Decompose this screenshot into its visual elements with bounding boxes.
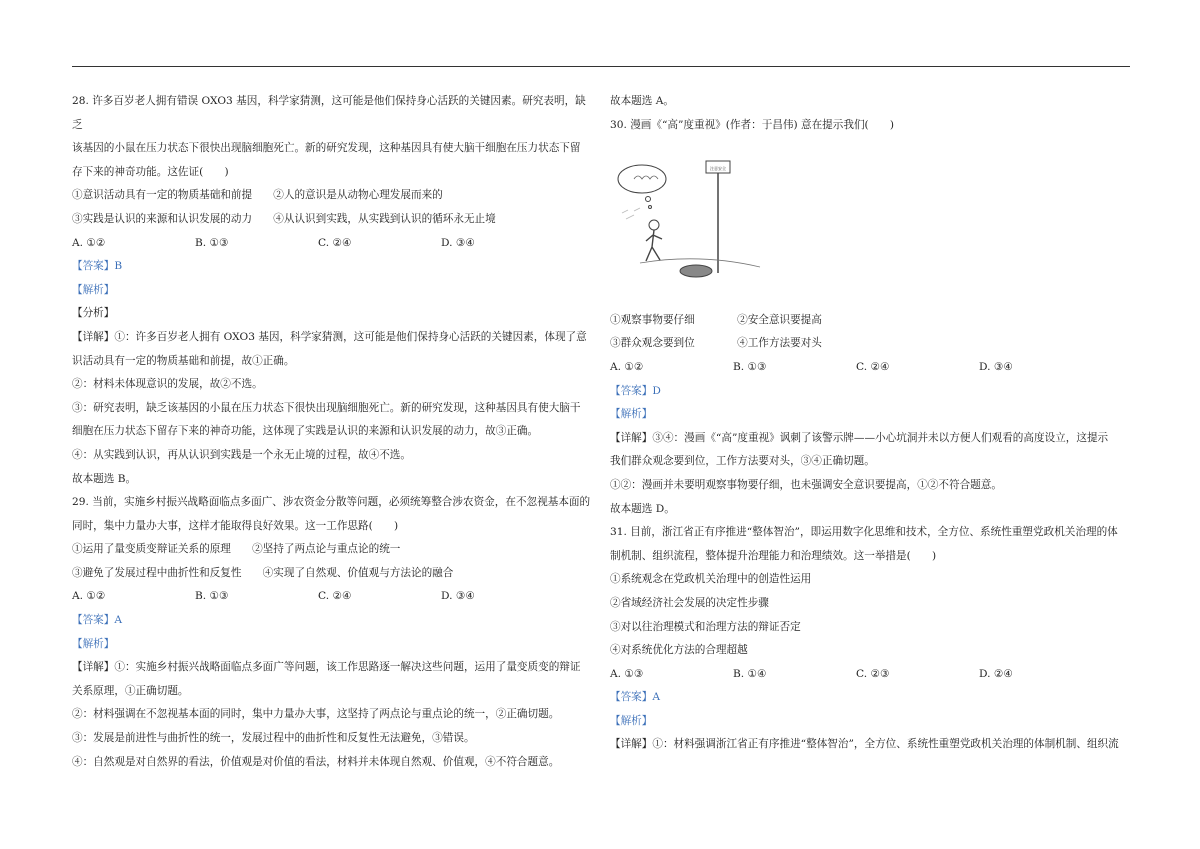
q29-expl-line: ③：发展是前进性与曲折性的统一，发展过程中的曲折性和反复性无法避免，③错误。: [72, 732, 475, 745]
q28-statements-2: ③实践是认识的来源和认识发展的动力 ④从认识到实践，从实践到认识的循环永无止境: [72, 212, 496, 225]
option-a: A. ①②: [72, 236, 106, 249]
q30-statements-1: ①观察事物要仔细 ②安全意识要提高: [610, 313, 822, 326]
q31-analysis-label: 【解析】: [610, 714, 653, 727]
q29-analysis-label: 【解析】: [72, 637, 115, 650]
left-column: [72, 90, 592, 774]
q29-statements-2: ③避免了发展过程中曲折性和反复性 ④实现了自然观、价值观与方法论的融合: [72, 566, 454, 579]
q29-expl-line: 关系原理，①正确切题。: [72, 684, 189, 697]
option-b: B. ①③: [195, 590, 229, 603]
q31-options: [610, 663, 1130, 687]
q28-expl-line: 细胞在压力状态下留存下来的神奇功能，这体现了实践是认识的来源和认识发展的动力，故③正确。: [72, 425, 539, 438]
q29-options: [72, 585, 592, 609]
option-b: B. ①④: [733, 667, 767, 680]
option-c: C. ②④: [318, 590, 352, 603]
option-b: B. ①③: [733, 360, 767, 373]
q28-expl-line: 识活动具有一定的物质基础和前提，故①正确。: [72, 354, 295, 367]
q29-statements-1: ①运用了量变质变辩证关系的原理 ②坚持了两点论与重点论的统一: [72, 543, 401, 556]
q30-answer: 【答案】D: [610, 384, 661, 397]
q31-item: ①系统观念在党政机关治理中的创造性运用: [610, 573, 812, 586]
question-30: [610, 114, 1130, 522]
q31-stem-line: 31. 目前，浙江省正有序推进“整体智治”，即运用数字化思维和技术，全方位、系统性重塑党政机关治理的体: [610, 526, 1118, 539]
q28-expl-line: ③：研究表明，缺乏该基因的小鼠在压力状态下很快出现脑细胞死亡。新的研究发现，这种基因具有使大脑干: [72, 401, 581, 414]
q28-expl-line: 【详解】①：许多百岁老人拥有 OXO3 基因，科学家猜测，这可能是他们保持身心活跃的关键因素，体现了意: [72, 330, 587, 343]
q28-stem-line: 28. 许多百岁老人拥有错误 OXO3 基因，科学家猜测，这可能是他们保持身心活跃的关键因素。研究表明，缺乏: [72, 95, 586, 131]
q28-expl-line: ④：从实践到认识，再从认识到实践是一个永无止境的过程，故④不选。: [72, 448, 411, 461]
q31-item: ②省域经济社会发展的决定性步骤: [610, 596, 769, 609]
q30-stem: 30. 漫画《“高”度重视》(作者：于昌伟) 意在提示我们( ): [610, 118, 895, 131]
q29-stem-line: 29. 当前，实施乡村振兴战略面临点多面广、涉农资金分散等问题，必须统筹整合涉农资金，在不忽视基本面的: [72, 496, 591, 509]
q30-statements-2: ③群众观念要到位 ④工作方法要对头: [610, 337, 822, 350]
q31-stem-line: 制机制、组织流程，整体提升治理能力和治理绩效。这一举措是( ): [610, 549, 937, 562]
q28-analysis-label: 【解析】: [72, 283, 115, 296]
q29-expl-line: ④：自然观是对自然界的看法，价值观是对价值的看法，材料并未体现自然观、价值观，④不符合题意。: [72, 755, 560, 768]
q28-expl-line: 故本题选 B。: [72, 472, 137, 485]
q28-stem-line: 存下来的神奇功能。这佐证( ): [72, 165, 229, 178]
question-31: [610, 521, 1130, 757]
right-column: [610, 90, 1130, 757]
q29-stem-line: 同时，集中力量办大事，这样才能取得良好效果。这一工作思路( ): [72, 519, 399, 532]
option-c: C. ②③: [856, 667, 890, 680]
header-rule: [72, 66, 1130, 67]
q29-expl-line: 【详解】①：实施乡村振兴战略面临点多面广等问题，该工作思路逐一解决这些问题，运用了量变质变的辩证: [72, 661, 581, 674]
q31-answer: 【答案】A: [610, 691, 661, 704]
option-a: A. ①②: [72, 590, 106, 603]
q30-expl-line: ①②：漫画并未要明观察事物要仔细，也未强调安全意识要提高，①②不符合题意。: [610, 478, 1002, 491]
q28-stem-line: 该基因的小鼠在压力状态下很快出现脑细胞死亡。新的研究发现，这种基因具有使大脑干细胞在压力状态下留: [72, 142, 581, 155]
q31-expl-line: 【详解】①：材料强调浙江省正有序推进“整体智治”，全方位、系统性重塑党政机关治理的体制机制、组织流: [610, 738, 1119, 751]
q30-expl-line: 我们群众观念要到位，工作方法要对头，③④正确切题。: [610, 455, 875, 468]
q28-options: [72, 232, 592, 256]
option-d: D. ②④: [979, 667, 1013, 680]
option-a: A. ①③: [610, 667, 644, 680]
cartoon-illustration: [610, 143, 770, 293]
option-d: D. ③④: [979, 360, 1013, 373]
question-28: [72, 90, 592, 491]
sign-text: 注意安全: [710, 166, 726, 172]
q30-expl-line: 【详解】③④：漫画《“高”度重视》讽刺了该警示牌——小心坑洞并未以方便人们观看的高度设立，这提示: [610, 431, 1109, 444]
q28-fenxi-label: 【分析】: [72, 307, 115, 320]
option-c: C. ②④: [856, 360, 890, 373]
q30-options: [610, 356, 1130, 380]
q28-expl-line: ②：材料未体现意识的发展，故②不选。: [72, 378, 263, 391]
option-b: B. ①③: [195, 236, 229, 249]
q28-statements-1: ①意识活动具有一定的物质基础和前提 ②人的意识是从动物心理发展而来的: [72, 189, 443, 202]
q31-item: ③对以往治理模式和治理方法的辩证否定: [610, 620, 801, 633]
q29-conclusion: 故本题选 A。: [610, 95, 674, 107]
q29-answer: 【答案】A: [72, 614, 123, 627]
option-c: C. ②④: [318, 236, 352, 249]
q29-expl-line: ②：材料强调在不忽视基本面的同时，集中力量办大事，这坚持了两点论与重点论的统一，②正确切题。: [72, 708, 560, 721]
q30-analysis-label: 【解析】: [610, 408, 653, 421]
q31-item: ④对系统优化方法的合理超越: [610, 644, 748, 657]
q28-answer: 【答案】B: [72, 260, 123, 273]
option-d: D. ③④: [441, 590, 475, 603]
option-a: A. ①②: [610, 360, 644, 373]
question-29: [72, 491, 592, 774]
q30-expl-line: 故本题选 D。: [610, 502, 675, 515]
option-d: D. ③④: [441, 236, 475, 249]
